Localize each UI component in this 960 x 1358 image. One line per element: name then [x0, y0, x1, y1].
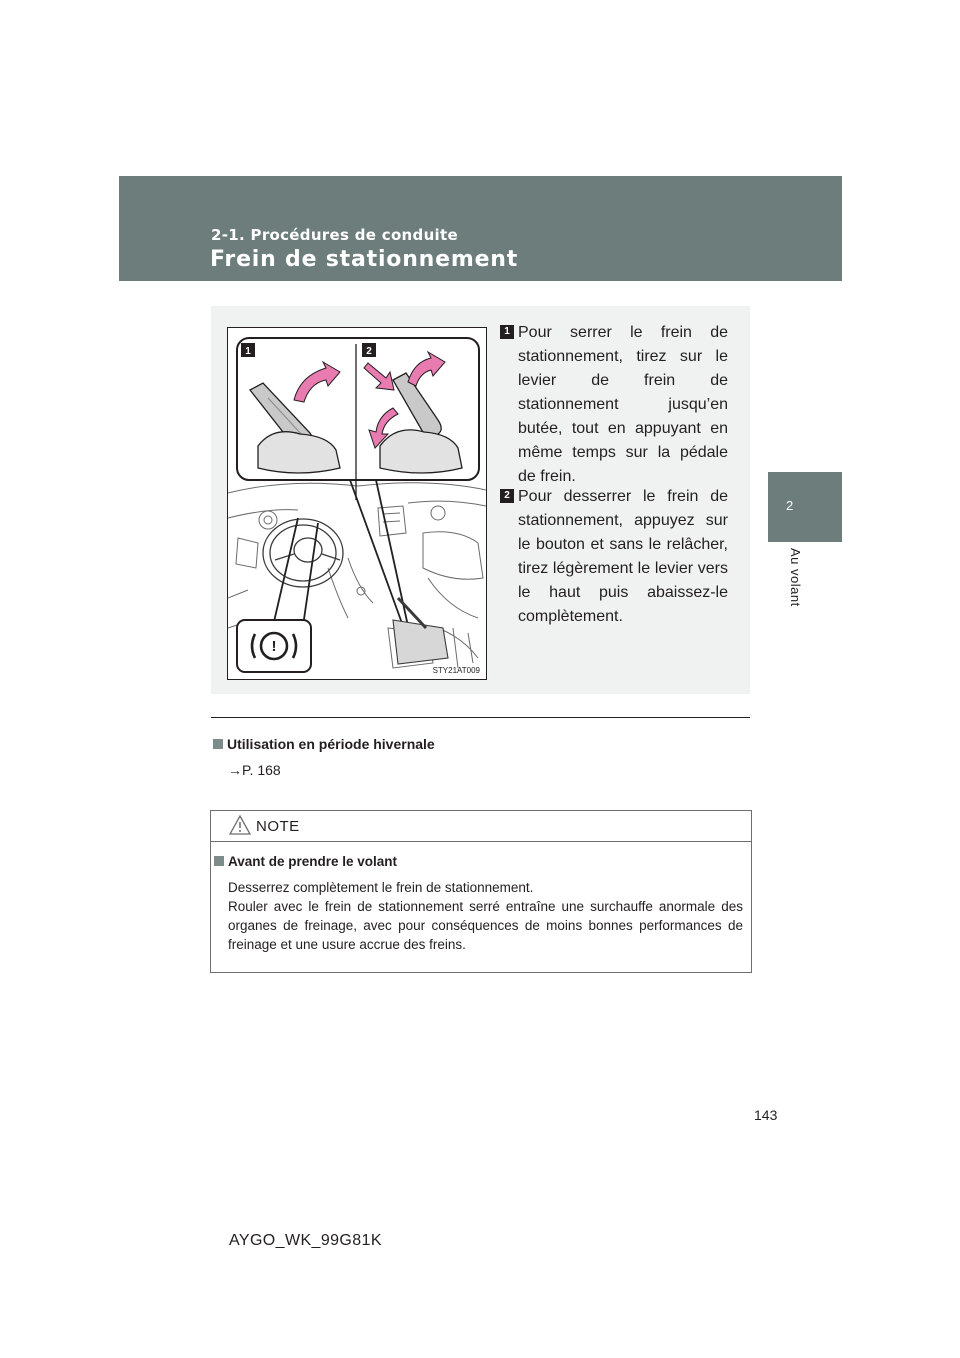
- note-body: [228, 878, 743, 954]
- note-subheading: [214, 854, 397, 869]
- figure-code: STY21AT009: [432, 666, 480, 675]
- page-title: Frein de stationnement: [210, 247, 519, 272]
- page-number: 143: [754, 1107, 778, 1123]
- document-code: AYGO_WK_99G81K: [229, 1232, 382, 1249]
- svg-text:1: 1: [245, 346, 251, 357]
- svg-text:!: !: [271, 638, 277, 655]
- bullet-square-icon: [213, 739, 223, 749]
- note-line-2: Rouler avec le frein de stationnement serré entraîne une surchauffe anormale des organes de freinage, avec pour conséquences de moins bonnes performances de freinage et une usure accrue des freins.: [228, 899, 743, 952]
- illustration-svg: [228, 328, 486, 679]
- note-box: [210, 810, 752, 973]
- chapter-number: 2: [786, 498, 794, 513]
- info-reference: →P. 168: [228, 762, 281, 778]
- note-line-1: Desserrez complètement le frein de stationnement.: [228, 880, 534, 895]
- note-header: [211, 811, 751, 842]
- chapter-name: Au volant: [788, 548, 803, 607]
- section-divider: [211, 717, 750, 718]
- bullet-square-icon: [214, 856, 224, 866]
- parking-brake-illustration: [227, 327, 487, 680]
- step-2-badge: 2: [500, 489, 514, 503]
- step-1: [500, 321, 728, 489]
- step-1-badge: 1: [500, 325, 514, 339]
- info-heading-text: Utilisation en période hivernale: [227, 736, 435, 752]
- note-subheading-text: Avant de prendre le volant: [228, 854, 398, 869]
- svg-text:2: 2: [366, 346, 372, 357]
- note-label: NOTE: [256, 818, 300, 835]
- chapter-tab: [768, 472, 842, 542]
- step-2-text: Pour desserrer le frein de stationnement, appuyez sur le bouton et sans le relâcher, tirez légèrement le levier vers le haut puis abaissez-le complètement.: [518, 488, 728, 625]
- step-1-text: Pour serrer le frein de stationnement, tirez sur le levier de frein de stationnement jusqu’en butée, tout en appuyant en même temps sur la pédale de frein.: [518, 324, 728, 485]
- step-2: [500, 485, 728, 629]
- section-label: 2-1. Procédures de conduite: [211, 226, 458, 244]
- info-heading: [213, 736, 435, 752]
- warning-triangle-icon: [229, 815, 251, 840]
